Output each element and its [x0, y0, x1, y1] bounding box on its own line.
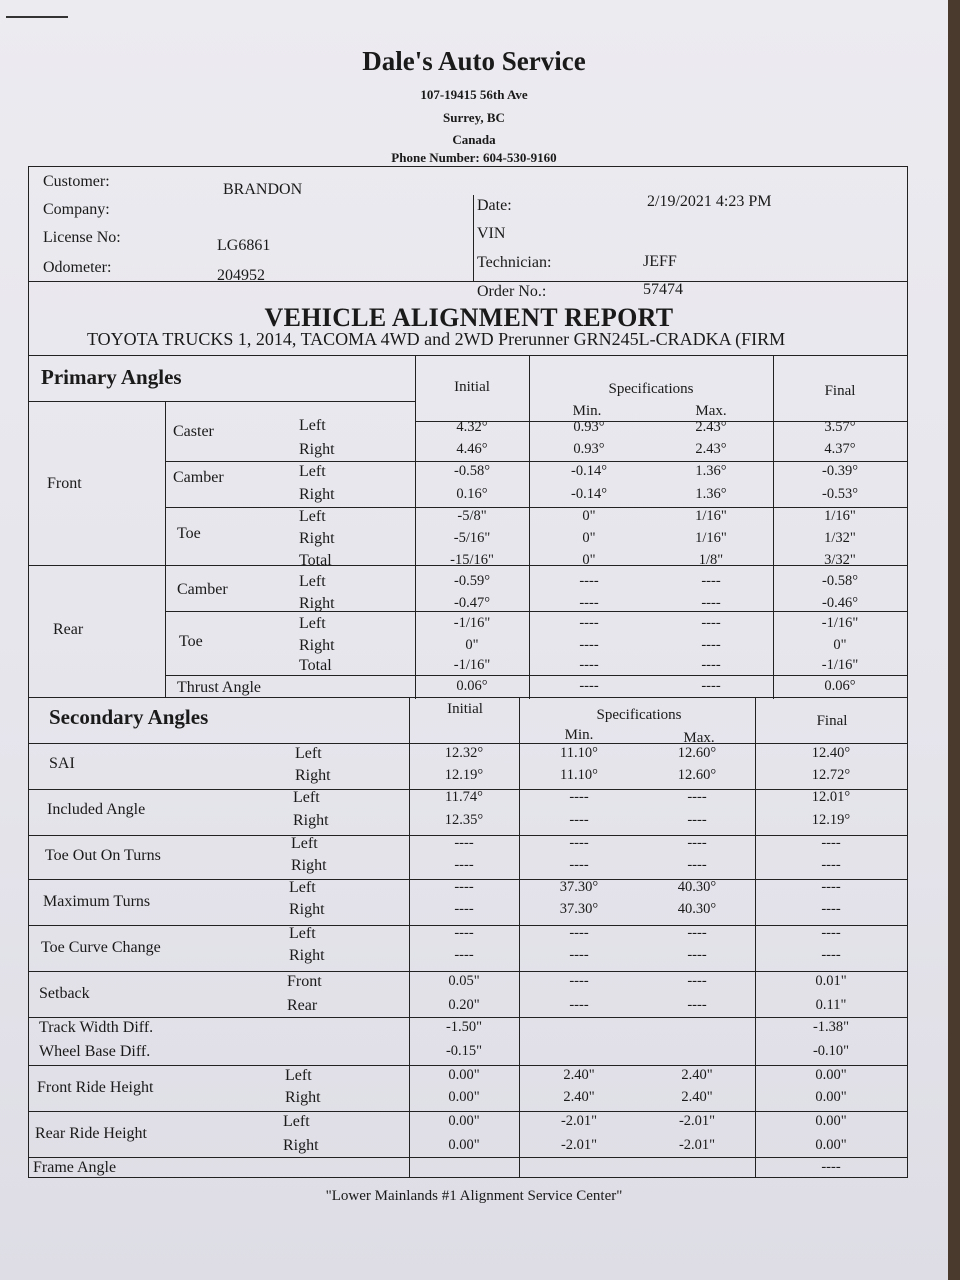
secondary-row-13-initial-value: -0.15" [445, 1043, 483, 1059]
primary-row-8-final-value: -0.46° [821, 595, 858, 611]
secondary-row-6-min-value: 37.30° [559, 879, 599, 895]
primary-row-2-max-value: 1.36° [695, 463, 727, 479]
odometer-value: 204952 [217, 267, 265, 284]
secondary-row-2-min-value: ---- [569, 789, 589, 805]
primary-row-11-max-value: ---- [701, 657, 721, 673]
secondary-row-8-initial-value: ---- [454, 925, 474, 941]
secondary-min-header: Min. [564, 727, 594, 743]
vehicle-description: TOYOTA TRUCKS 1, 2014, TACOMA 4WD and 2WD Prerunner GRN245L-CRADKA (FIRM [87, 329, 786, 349]
secondary-row-18-final-value: ---- [821, 1159, 841, 1175]
primary-row-2-initial-value: -0.58° [453, 463, 490, 479]
wheel-base-bottom-rule [29, 1065, 907, 1066]
secondary-row-3-max-value: ---- [687, 812, 707, 828]
secondary-row-11-final-value: 0.11" [815, 997, 847, 1013]
setback-bottom-rule [29, 1017, 907, 1018]
toe-out-left-label: Left [291, 835, 318, 852]
vehicle-bottom-rule [29, 355, 907, 356]
secondary-row-8-min-value: ---- [569, 925, 589, 941]
primary-row-3-final-value: -0.53° [821, 486, 858, 502]
secondary-row-10-min-value: ---- [569, 973, 589, 989]
maximum-turns-label: Maximum Turns [43, 893, 151, 910]
secondary-row-2-final-value: 12.01° [811, 789, 851, 805]
info-divider [473, 195, 474, 281]
toe-curve-right-label: Right [289, 947, 325, 964]
primary-row-10-initial-value: 0" [465, 637, 479, 653]
primary-row-6-min-value: 0" [582, 552, 596, 568]
front-camber-right-label: Right [299, 486, 335, 503]
secondary-row-0-max-value: 12.60° [677, 745, 717, 761]
sai-right-label: Right [295, 767, 331, 784]
rear-toe-total-label: Total [299, 657, 332, 674]
secondary-row-5-final-value: ---- [821, 857, 841, 873]
secondary-row-11-initial-value: 0.20" [448, 997, 480, 1013]
setback-front-label: Front [287, 973, 322, 990]
secondary-row-0-final-value: 12.40° [811, 745, 851, 761]
caster-right-label: Right [299, 441, 335, 458]
vin-label: VIN [477, 225, 506, 242]
secondary-row-15-min-value: 2.40" [563, 1089, 595, 1105]
setback-rear-label: Rear [287, 997, 318, 1014]
primary-row-4-max-value: 1/16" [695, 508, 727, 524]
included-angle-label: Included Angle [47, 801, 146, 818]
primary-specifications-header: Specifications [608, 381, 694, 397]
info-bottom-rule [29, 281, 907, 282]
primary-row-12-final-value: 0.06° [824, 678, 856, 694]
primary-row-3-min-value: -0.14° [570, 486, 607, 502]
secondary-row-1-final-value: 12.72° [811, 767, 851, 783]
primary-row-10-final-value: 0" [833, 637, 847, 653]
front-ride-left-label: Left [285, 1067, 312, 1084]
secondary-row-6-final-value: ---- [821, 879, 841, 895]
secondary-row-10-initial-value: 0.05" [448, 973, 480, 989]
secondary-specifications-header: Specifications [596, 707, 682, 723]
report-title: VEHICLE ALIGNMENT REPORT [264, 303, 674, 332]
alignment-report-sheet [28, 166, 908, 1178]
date-value: 2/19/2021 4:23 PM [647, 193, 772, 210]
primary-row-3-max-value: 1.36° [695, 486, 727, 502]
primary-row-10-max-value: ---- [701, 637, 721, 653]
toe-curve-bottom-rule [29, 971, 907, 972]
shop-phone [0, 150, 948, 166]
secondary-row-7-initial-value: ---- [454, 901, 474, 917]
secondary-row-5-min-value: ---- [569, 857, 589, 873]
rear-ride-bottom-rule [29, 1157, 907, 1158]
pen-mark [6, 16, 68, 18]
secondary-row-3-initial-value: 12.35° [444, 812, 484, 828]
front-label: Front [47, 475, 82, 492]
primary-row-9-max-value: ---- [701, 615, 721, 631]
order-label: Order No.: [477, 283, 547, 300]
company-label: Company: [43, 201, 110, 218]
primary-row-12-min-value: ---- [579, 678, 599, 694]
toe-curve-change-label: Toe Curve Change [41, 939, 161, 956]
primary-row-4-initial-value: -5/8" [457, 508, 487, 524]
secondary-row-2-max-value: ---- [687, 789, 707, 805]
primary-col-divider-a [165, 401, 166, 697]
caster-left-label: Left [299, 417, 326, 434]
primary-min-header: Min. [572, 403, 602, 419]
primary-row-7-max-value: ---- [701, 573, 721, 589]
front-ride-bottom-rule [29, 1111, 907, 1112]
secondary-row-12-initial-value: -1.50" [445, 1019, 483, 1035]
secondary-row-10-max-value: ---- [687, 973, 707, 989]
secondary-row-7-max-value: 40.30° [677, 901, 717, 917]
secondary-row-12-final-value: -1.38" [812, 1019, 850, 1035]
primary-row-6-final-value: 3/32" [824, 552, 856, 568]
secondary-row-9-max-value: ---- [687, 947, 707, 963]
secondary-row-5-initial-value: ---- [454, 857, 474, 873]
secondary-row-3-final-value: 12.19° [811, 812, 851, 828]
primary-row-4-min-value: 0" [582, 508, 596, 524]
toe-curve-left-label: Left [289, 925, 316, 942]
rear-toe-label: Toe [179, 633, 203, 650]
technician-label: Technician: [477, 254, 552, 271]
odometer-label: Odometer: [43, 259, 112, 276]
primary-row-6-initial-value: -15/16" [450, 552, 494, 568]
secondary-row-0-min-value: 11.10° [560, 745, 598, 761]
date-label: Date: [477, 197, 512, 214]
order-value: 57474 [643, 281, 683, 298]
secondary-row-4-final-value: ---- [821, 835, 841, 851]
sai-left-label: Left [295, 745, 322, 762]
primary-row-7-initial-value: -0.59° [453, 573, 490, 589]
primary-row-7-min-value: ---- [579, 573, 599, 589]
primary-initial-header: Initial [454, 379, 490, 395]
primary-row-9-final-value: -1/16" [821, 615, 859, 631]
secondary-row-13-final-value: -0.10" [812, 1043, 850, 1059]
toe-out-right-label: Right [291, 857, 327, 874]
secondary-row-17-min-value: -2.01" [560, 1137, 598, 1153]
primary-row-3-initial-value: 0.16° [456, 486, 488, 502]
primary-row-12-max-value: ---- [701, 678, 721, 694]
primary-row-11-final-value: -1/16" [821, 657, 859, 673]
secondary-row-15-max-value: 2.40" [681, 1089, 713, 1105]
secondary-row-1-initial-value: 12.19° [444, 767, 484, 783]
max-turns-left-label: Left [289, 879, 316, 896]
front-toe-right-label: Right [299, 530, 335, 547]
primary-row-10-min-value: ---- [579, 637, 599, 653]
primary-row-9-initial-value: -1/16" [453, 615, 491, 631]
rear-camber-right-label: Right [299, 595, 335, 612]
primary-row-1-max-value: 2.43° [695, 441, 727, 457]
primary-angles-heading: Primary Angles [41, 365, 182, 389]
primary-row-8-min-value: ---- [579, 595, 599, 611]
shop-address-line2: Surrey, BC [443, 110, 505, 125]
technician-value: JEFF [643, 253, 677, 270]
primary-final-header: Final [824, 383, 856, 399]
max-turns-right-label: Right [289, 901, 325, 918]
shop-name: Dale's Auto Service [362, 46, 586, 76]
primary-row-5-max-value: 1/16" [695, 530, 727, 546]
secondary-angles-heading: Secondary Angles [49, 705, 209, 729]
secondary-row-15-final-value: 0.00" [815, 1089, 847, 1105]
phone-label: Phone Number: [391, 150, 480, 165]
primary-row-11-initial-value: -1/16" [453, 657, 491, 673]
caster-bottom-rule [165, 461, 907, 462]
secondary-row-14-min-value: 2.40" [563, 1067, 595, 1083]
secondary-row-4-min-value: ---- [569, 835, 589, 851]
primary-row-5-initial-value: -5/16" [453, 530, 491, 546]
secondary-row-14-final-value: 0.00" [815, 1067, 847, 1083]
primary-row-8-max-value: ---- [701, 595, 721, 611]
primary-row-7-final-value: -0.58° [821, 573, 858, 589]
primary-row-1-initial-value: 4.46° [456, 441, 488, 457]
secondary-row-17-final-value: 0.00" [815, 1137, 847, 1153]
primary-bottom-rule [29, 697, 907, 698]
secondary-row-6-max-value: 40.30° [677, 879, 717, 895]
primary-row-0-final-value: 3.57° [824, 419, 856, 435]
license-value: LG6861 [217, 237, 271, 254]
secondary-row-9-min-value: ---- [569, 947, 589, 963]
secondary-row-0-initial-value: 12.32° [444, 745, 484, 761]
primary-row-0-max-value: 2.43° [695, 419, 727, 435]
shop-address-line1: 107-19415 56th Ave [420, 87, 528, 102]
primary-row-11-min-value: ---- [579, 657, 599, 673]
secondary-row-10-final-value: 0.01" [815, 973, 847, 989]
primary-row-6-max-value: 1/8" [698, 552, 724, 568]
rear-camber-label: Camber [177, 581, 228, 598]
thrust-angle-label: Thrust Angle [177, 679, 261, 696]
secondary-row-14-initial-value: 0.00" [448, 1067, 480, 1083]
secondary-row-17-max-value: -2.01" [678, 1137, 716, 1153]
caster-label: Caster [173, 423, 214, 440]
frame-angle-label: Frame Angle [33, 1159, 117, 1176]
primary-row-0-initial-value: 4.32° [456, 419, 488, 435]
secondary-row-1-min-value: 11.10° [560, 767, 598, 783]
secondary-row-9-initial-value: ---- [454, 947, 474, 963]
secondary-row-15-initial-value: 0.00" [448, 1089, 480, 1105]
rear-ride-left-label: Left [283, 1113, 310, 1130]
secondary-row-3-min-value: ---- [569, 812, 589, 828]
secondary-row-17-initial-value: 0.00" [448, 1137, 480, 1153]
customer-value: BRANDON [223, 181, 303, 198]
front-ride-right-label: Right [285, 1089, 321, 1106]
rear-camber-left-label: Left [299, 573, 326, 590]
primary-max-header: Max. [695, 403, 727, 419]
primary-row-8-initial-value: -0.47° [453, 595, 490, 611]
secondary-row-8-final-value: ---- [821, 925, 841, 941]
secondary-header-rule [29, 743, 907, 744]
secondary-row-4-max-value: ---- [687, 835, 707, 851]
secondary-row-14-max-value: 2.40" [681, 1067, 713, 1083]
secondary-row-11-min-value: ---- [569, 997, 589, 1013]
primary-row-1-final-value: 4.37° [824, 441, 856, 457]
primary-header-rule [29, 401, 415, 402]
rear-ride-right-label: Right [283, 1137, 319, 1154]
secondary-row-16-max-value: -2.01" [678, 1113, 716, 1129]
track-width-diff-label: Track Width Diff. [39, 1019, 154, 1036]
sai-label: SAI [49, 755, 75, 772]
secondary-final-header: Final [816, 713, 848, 729]
rear-toe-left-label: Left [299, 615, 326, 632]
secondary-row-4-initial-value: ---- [454, 835, 474, 851]
primary-row-9-min-value: ---- [579, 615, 599, 631]
rear-label: Rear [53, 621, 84, 638]
rear-ride-height-label: Rear Ride Height [35, 1125, 147, 1142]
setback-label: Setback [39, 985, 90, 1002]
secondary-row-11-max-value: ---- [687, 997, 707, 1013]
primary-row-2-min-value: -0.14° [570, 463, 607, 479]
primary-row-5-min-value: 0" [582, 530, 596, 546]
wheel-base-diff-label: Wheel Base Diff. [39, 1043, 151, 1060]
secondary-row-6-initial-value: ---- [454, 879, 474, 895]
secondary-row-8-max-value: ---- [687, 925, 707, 941]
secondary-row-1-max-value: 12.60° [677, 767, 717, 783]
front-ride-height-label: Front Ride Height [37, 1079, 154, 1096]
included-left-label: Left [293, 789, 320, 806]
included-right-label: Right [293, 812, 329, 829]
secondary-initial-header: Initial [447, 701, 483, 717]
secondary-max-header: Max. [683, 730, 715, 746]
front-camber-label: Camber [173, 469, 224, 486]
front-toe-left-label: Left [299, 508, 326, 525]
shop-address-line3: Canada [452, 132, 496, 147]
primary-row-0-min-value: 0.93° [573, 419, 605, 435]
secondary-row-7-final-value: ---- [821, 901, 841, 917]
front-toe-total-label: Total [299, 552, 332, 569]
secondary-row-16-min-value: -2.01" [560, 1113, 598, 1129]
secondary-row-16-initial-value: 0.00" [448, 1113, 480, 1129]
secondary-row-9-final-value: ---- [821, 947, 841, 963]
footer-slogan: "Lower Mainlands #1 Alignment Service Center" [325, 1188, 623, 1204]
front-toe-label: Toe [177, 525, 201, 542]
customer-label: Customer: [43, 173, 110, 190]
secondary-row-7-min-value: 37.30° [559, 901, 599, 917]
secondary-row-16-final-value: 0.00" [815, 1113, 847, 1129]
primary-row-1-min-value: 0.93° [573, 441, 605, 457]
rear-toe-bottom-rule [165, 675, 907, 676]
secondary-row-5-max-value: ---- [687, 857, 707, 873]
phone-value: 604-530-9160 [483, 150, 557, 165]
front-camber-left-label: Left [299, 463, 326, 480]
rear-toe-right-label: Right [299, 637, 335, 654]
primary-row-4-final-value: 1/16" [824, 508, 856, 524]
license-label: License No: [43, 229, 121, 246]
secondary-row-2-initial-value: 11.74° [445, 789, 483, 805]
toe-out-on-turns-label: Toe Out On Turns [45, 847, 161, 864]
primary-row-2-final-value: -0.39° [821, 463, 858, 479]
primary-row-5-final-value: 1/32" [824, 530, 856, 546]
primary-row-12-initial-value: 0.06° [456, 678, 488, 694]
